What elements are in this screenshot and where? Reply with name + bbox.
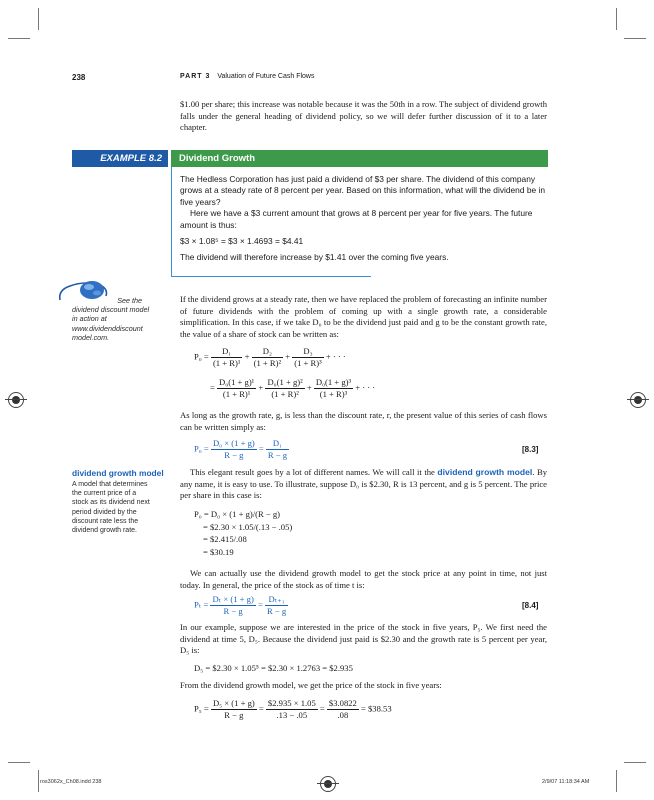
web-sidebar bbox=[72, 296, 160, 342]
web-sidebar-line: See the bbox=[117, 296, 142, 305]
calc-line: = $30.19 bbox=[203, 546, 234, 557]
example-para-1: The Hedless Corporation has just paid a dividend of $3 per share. The dividend of this company grows at a steady rate of 8 percent per year. Based on this information, what will the dividend be in five years? bbox=[180, 174, 545, 207]
crop-mark bbox=[38, 770, 39, 792]
equation-series: P₀ = $\frac{\text{D₁}}{\text{(1 + R)¹}}$ + $\frac{\text{D₂}}{\text{(1 + R)²}}$ + $\frac{\text{D₃}}{\text{(1 + R)³}}$ + · · · bbox=[194, 346, 346, 368]
equation-fraction: $\frac{\$2.935 \times 1.05}{.13 - .05}$ bbox=[267, 698, 316, 720]
calculation-block bbox=[194, 508, 292, 558]
equation-tag: [8.3] bbox=[522, 445, 539, 454]
chapter-title: Valuation of Future Cash Flows bbox=[217, 73, 315, 80]
equation-lhs: P₀ = bbox=[194, 351, 209, 362]
footer-file: ros3062x_Ch08.indd 238 bbox=[40, 779, 102, 785]
calc-line: P₀ = D₀ × (1 + g)/(R − g) bbox=[194, 509, 281, 519]
body-paragraph: If the dividend grows at a steady rate, then we have replaced the problem of forecasting an infinite number of future dividends with the problem of coming up with a single growth rate, a considerable simplification. In this case, if we take D₀ to be the dividend just paid and g to be the constant growth rate, the value of a share of stock can be written as: bbox=[180, 294, 547, 339]
equation-fraction: $\frac{\text{D₀(1 + g)¹}}{\text{(1 + R)¹}}$ bbox=[219, 377, 255, 399]
page-number: 238 bbox=[72, 73, 86, 82]
example-calc: $3 × 1.08⁵ = $3 × 1.4693 = $4.41 bbox=[180, 236, 304, 247]
example-body bbox=[180, 174, 547, 264]
crop-mark bbox=[624, 38, 646, 39]
equation-fraction: $\frac{\text{D₂}}{\text{(1 + R)²}}$ bbox=[253, 346, 282, 368]
crop-mark bbox=[616, 770, 617, 792]
registration-mark bbox=[8, 392, 24, 408]
equation-fraction: $\frac{\text{D₀(1 + g)³}}{\text{(1 + R)³}}$ bbox=[315, 377, 352, 399]
body-paragraph: In our example, suppose we are interested in the price of the stock in five years, P₅. We first need the dividend at time 5, D₅. Because the dividend just paid is $2.30 and the growth rate is 5 percent per year, D₅ is: bbox=[180, 622, 547, 656]
body-paragraph: We can actually use the dividend growth model to get the stock price at any point in time, not just today. In general, the price of the stock as of time t is: bbox=[180, 568, 547, 590]
footer-timestamp: 2/9/07 11:18:34 AM bbox=[542, 779, 590, 785]
equation-fraction: $\frac{\text{D₀ × (1 + g)}}{R - g}$ bbox=[212, 438, 255, 460]
equation-8-4: Pₜ = $\frac{\text{Dₜ × (1 + g)}}{R - g}$ = $\frac{\text{Dₜ₊₁}}{R - g}$ bbox=[194, 594, 287, 616]
equation-series-expanded: = $\frac{\text{D₀(1 + g)¹}}{\text{(1 + R)¹}}$ + $\frac{\text{D₀(1 + g)²}}{\text{(1 + R)²}}$ + $\frac{\text{D₀(1 + g)³}}{\text{(1 + R)³}}$ + · · · bbox=[210, 377, 376, 399]
body-paragraph: From the dividend growth model, we get the price of the stock in five years: bbox=[180, 680, 442, 690]
equation-fraction: $\frac{\$3.0822}{.08}$ bbox=[328, 698, 357, 720]
d5-calculation: D₅ = $2.30 × 1.05⁵ = $2.30 × 1.2763 = $2.935 bbox=[194, 663, 353, 673]
registration-mark bbox=[630, 392, 646, 408]
equation-fraction: $\frac{\text{D₁}}{R - g}$ bbox=[267, 438, 288, 460]
crop-mark bbox=[38, 8, 39, 30]
equation-fraction: $\frac{\text{D₅ × (1 + g)}}{R - g}$ bbox=[212, 698, 255, 720]
calc-line: = $2.415/.08 bbox=[203, 534, 247, 545]
intro-paragraph: $1.00 per share; this increase was notable because it was the 50th in a row. The subject of dividend growth falls under the general heading of dividend policy, so we will defer further discussion of it to a later chapter. bbox=[180, 99, 547, 133]
equation-fraction: $\frac{\text{D₁}}{\text{(1 + R)¹}}$ bbox=[212, 346, 241, 368]
equation-final: P₅ = $\frac{\text{D₅ × (1 + g)}}{R - g}$ = $\frac{\$2.935 \times 1.05}{.13 - .05}$ = $\frac{\$3.0822}{.08}$ = $38.53 bbox=[194, 698, 392, 720]
equation-fraction: $\frac{\text{D₃}}{\text{(1 + R)³}}$ bbox=[294, 346, 322, 368]
body-paragraph: As long as the growth rate, g, is less than the discount rate, r, the present value of this series of cash flows can be written simply as: bbox=[180, 410, 547, 432]
body-paragraph: This elegant result goes by a lot of different names. We will call it the dividend growth model. By any name, it is easy to use. To illustrate, suppose D₀ is $2.30, R is 13 percent, and g is 5 percent. The price per share in this case is: bbox=[180, 467, 548, 501]
registration-mark bbox=[320, 776, 336, 792]
equation-fraction: $\frac{\text{Dₜ × (1 + g)}}{R - g}$ bbox=[212, 594, 254, 616]
equation-tag: [8.4] bbox=[522, 601, 539, 610]
example-conclusion: The dividend will therefore increase by $1.41 over the coming five years. bbox=[180, 252, 449, 263]
equation-fraction: $\frac{\text{Dₜ₊₁}}{R - g}$ bbox=[267, 594, 287, 616]
glossary-definition: A model that determines the current price of a stock as its dividend next period divided by the discount rate less the dividend growth rate. bbox=[72, 481, 150, 535]
web-sidebar-link[interactable]: www.dividenddiscount bbox=[72, 323, 143, 333]
web-sidebar-line: in action at bbox=[72, 314, 107, 324]
example-rule-left bbox=[171, 167, 172, 277]
calc-line: = $2.30 × 1.05/(.13 − .05) bbox=[203, 521, 293, 532]
example-rule-bottom bbox=[171, 276, 371, 277]
crop-mark bbox=[8, 38, 30, 39]
running-header bbox=[180, 73, 314, 80]
equation-fraction: $\frac{\text{D₀(1 + g)²}}{\text{(1 + R)²}}$ bbox=[267, 377, 303, 399]
example-label: EXAMPLE 8.2 bbox=[72, 150, 168, 167]
crop-mark bbox=[616, 8, 617, 30]
part-label: PART 3 bbox=[180, 73, 211, 80]
example-para-2: Here we have a $3 current amount that grows at 8 percent per year for five years. The future amount is thus: bbox=[180, 208, 533, 230]
key-term-link[interactable]: dividend growth model bbox=[437, 467, 533, 477]
glossary-term: dividend growth model bbox=[72, 468, 164, 478]
crop-mark bbox=[8, 762, 30, 763]
web-sidebar-link[interactable]: model.com. bbox=[72, 332, 110, 342]
crop-mark bbox=[624, 762, 646, 763]
glossary-entry bbox=[72, 468, 168, 535]
example-title: Dividend Growth bbox=[171, 150, 548, 167]
equation-8-3: P₀ = $\frac{\text{D₀ × (1 + g)}}{R - g}$ = $\frac{\text{D₁}}{R - g}$ bbox=[194, 438, 288, 460]
web-sidebar-line: dividend discount model bbox=[72, 305, 150, 315]
